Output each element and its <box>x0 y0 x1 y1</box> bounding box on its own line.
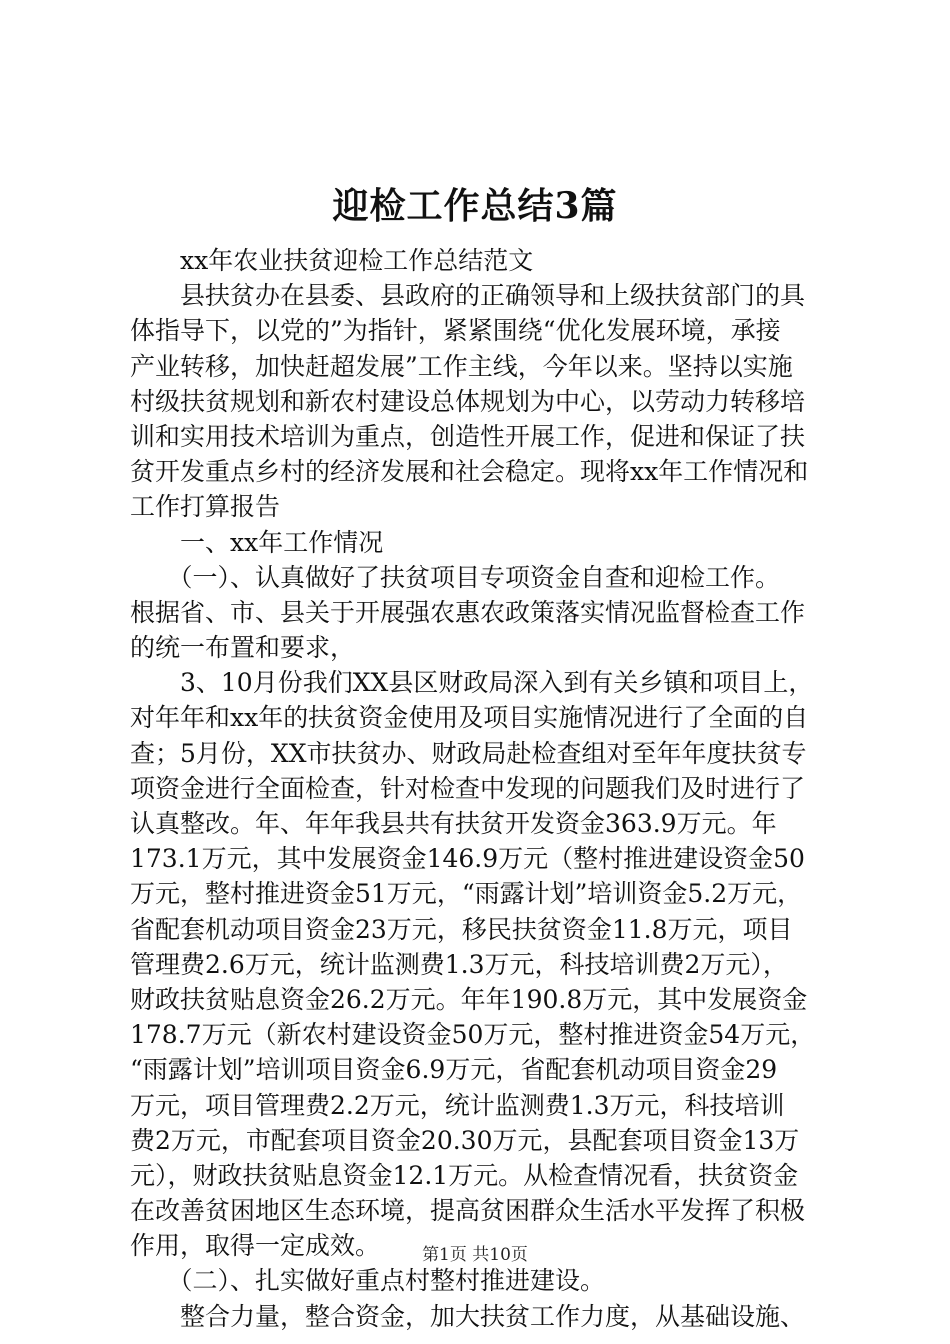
body-line: 产业转移，加快赶超发展”工作主线，今年以来。坚持以实施 <box>130 351 793 381</box>
page-footer: 第1页 共10页 <box>422 1245 528 1265</box>
body-line: 项资金进行全面检查，针对检查中发现的问题我们及时进行了 <box>130 773 806 803</box>
body-line: 贫开发重点乡村的经济发展和社会稳定。现将xx年工作情况和 <box>130 457 809 487</box>
body-line: 训和实用技术培训为重点，创造性开展工作，促进和保证了扶 <box>130 421 806 451</box>
body-line: “雨露计划”培训项目资金6.9万元，省配套机动项目资金29 <box>130 1055 778 1085</box>
body-line: 体指导下，以党的”为指针，紧紧围绕“优化发展环境，承接 <box>130 316 781 346</box>
body-line: 在改善贫困地区生态环境，提高贫困群众生活水平发挥了积极 <box>130 1196 806 1226</box>
body-line: 173.1万元，其中发展资金146.9万元（整村推进建设资金50 <box>130 844 805 874</box>
body-line: 财政扶贫贴息资金26.2万元。年年190.8万元，其中发展资金 <box>130 984 808 1014</box>
body-line: 整合力量，整合资金，加大扶贫工作力度，从基础设施、 <box>130 1301 806 1331</box>
body-line: 工作打算报告 <box>130 492 281 522</box>
body-line: 费2万元，市配套项目资金20.30万元，县配套项目资金13万 <box>130 1125 800 1155</box>
body-line: 认真整改。年、年年我县共有扶贫开发资金363.9万元。年 <box>130 809 777 838</box>
body-line: 村级扶贫规划和新农村建设总体规划为中心，以劳动力转移培 <box>130 386 806 416</box>
body-line: 对年年和xx年的扶贫资金使用及项目实施情况进行了全面的自 <box>130 703 809 733</box>
document-body <box>130 243 830 1334</box>
body-line: （一）、认真做好了扶贫项目专项资金自查和迎检工作。 <box>130 562 781 592</box>
body-line: （二）、扎实做好重点村整村推进建设。 <box>130 1266 606 1296</box>
body-line: 管理费2.6万元，统计监测费1.3万元，科技培训费2万元）， <box>130 949 788 979</box>
body-line: 查；5月份，XX市扶贫办、财政局赴检查组对至年年度扶贫专 <box>130 738 807 768</box>
body-line: 万元，项目管理费2.2万元，统计监测费1.3万元，科技培训 <box>130 1090 785 1120</box>
body-line: 178.7万元（新农村建设资金50万元，整村推进资金54万元， <box>130 1020 816 1050</box>
body-line: 省配套机动项目资金23万元，移民扶贫资金11.8万元，项目 <box>130 914 793 944</box>
body-line: 一、xx年工作情况 <box>130 527 384 557</box>
body-line: 3、10月份我们XX县区财政局深入到有关乡镇和项目上， <box>130 668 814 698</box>
document-title: 迎检工作总结3篇 <box>332 185 618 227</box>
body-line: 作用，取得一定成效。 <box>130 1231 381 1261</box>
body-line: 的统一布置和要求， <box>130 633 356 663</box>
body-line: xx年农业扶贫迎检工作总结范文 <box>130 246 534 275</box>
body-line: 县扶贫办在县委、县政府的正确领导和上级扶贫部门的具 <box>130 281 806 311</box>
body-line: 元），财政扶贫贴息资金12.1万元。从检查情况看，扶贫资金 <box>130 1160 799 1190</box>
body-line: 根据省、市、县关于开展强农惠农政策落实情况监督检查工作 <box>130 597 806 627</box>
body-line: 万元，整村推进资金51万元，“雨露计划”培训资金5.2万元， <box>130 879 803 909</box>
